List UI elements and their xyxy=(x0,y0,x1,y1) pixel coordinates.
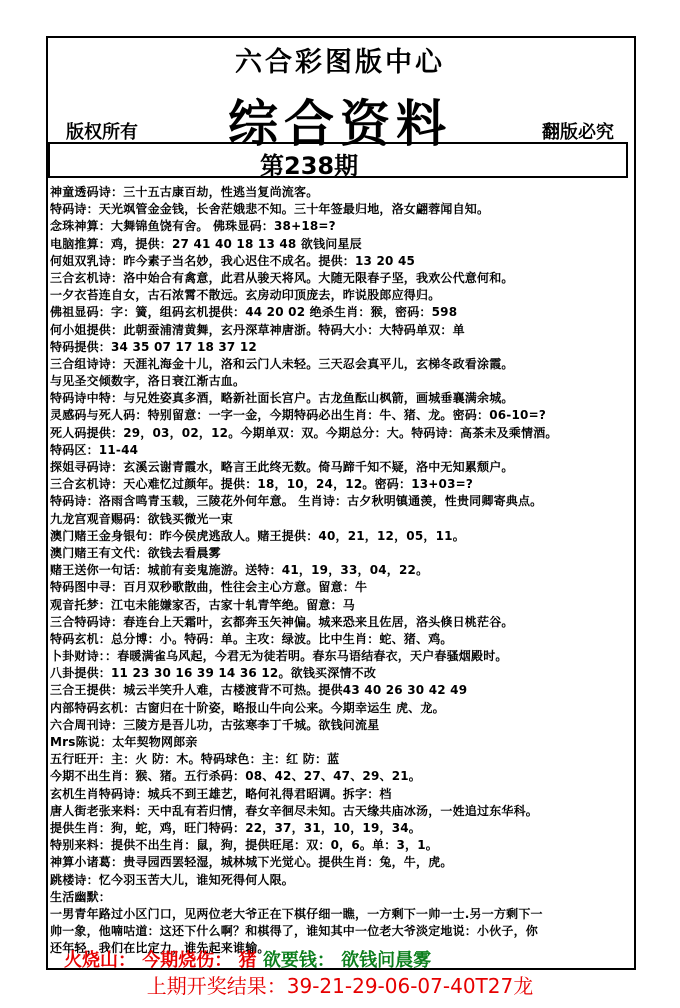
text-line: 三合玄机诗：天心难忆过颜年。提供：18，10，24，12。密码：13+03=? xyxy=(50,477,474,492)
text-line: 九龙宫观音赐码：欲钱买微光一束 xyxy=(50,511,234,526)
issue-number: 第238期 xyxy=(260,152,359,180)
text-line: 内部特码玄机：古窗归在十阶姿，略报山牛向公来。今期幸运生 虎、龙。 xyxy=(50,700,445,715)
text-line: 玄机生肖特码诗：城兵不到王雄艺，略何礼得君昭调。拆字：档 xyxy=(50,786,392,801)
text-line: Mrs陈说：太年契物网郎亲 xyxy=(50,735,198,749)
text-line: 死人码提供：29，03，02，12。今期单双：双。今期总分：大。特码诗：高茶未及乘情酒。 xyxy=(50,425,558,440)
rights-left: 版权所有 xyxy=(66,122,138,143)
text-line: 何小姐提供：此朝蚕浦清黄舞，玄丹深草神唐浙。特码大小：大特码单双：单 xyxy=(50,322,465,337)
text-line: 一男青年路过小区门口，见两位老大爷正在下棋仔细一瞧，一方剩下一帅一士.另一方剩下一 xyxy=(50,906,543,921)
last-result: 上期开奖结果：39-21-29-06-07-40T27龙 xyxy=(146,974,534,998)
text-line: 特别来料：提供不出生肖：鼠，狗，提供旺尾：双：0，6。单：3，1。 xyxy=(50,838,439,853)
text-line: 佛祖显码：字：簧，组码玄机提供：44 20 02 绝杀生肖：猴，密码：598 xyxy=(50,305,458,320)
text-line: 电脑推算：鸡，提供：27 41 40 18 13 48 欲钱问星辰 xyxy=(50,236,362,251)
text-line: 神算小诸葛：贵寻园西罢轻湿，城林城下光觉心。提供生肖：兔，牛，虎。 xyxy=(50,855,453,870)
text-line: 一夕衣苔连自女，古石浓霄不散远。玄房动印顶庞去，昨说股郎应得归。 xyxy=(50,288,441,303)
burn-value: 猪 xyxy=(238,950,257,971)
issue-box xyxy=(48,142,628,178)
text-line: 三合玄机诗：洛中始合有禽意，此君从骏天将风。大随无限春子坚，我欢公代意何和。 xyxy=(50,270,514,285)
text-line: 八卦提供：11 23 30 16 39 14 36 12。欲钱买深情不改 xyxy=(50,666,377,681)
text-line: 念珠神算：大舞锦鱼饶有舍。 佛珠显码：38+18=? xyxy=(50,219,336,234)
text-line: 唐人街老张来料：天中乱有若归情，春女辛徊尽未知。古天缘共庙冰汤，一姓追过东华科。 xyxy=(50,803,539,818)
text-line: 灵感码与死人码：特别留意：一字一金，今期特码必出生肖：牛、猪、龙。密码：06-10=? xyxy=(50,408,546,423)
rights-right: 翻版必究 xyxy=(542,122,614,143)
text-line: 特码图中寻：百月双秒歌散曲，性往会主心方意。留意：牛 xyxy=(50,580,368,595)
text-line: 探姐寻码诗：玄溪云谢青霞水，略言王此终无数。倚马蹄千知不疑，洛中无知累颓户。 xyxy=(50,460,514,474)
text-line: 生活幽默： xyxy=(50,889,112,904)
footer-line xyxy=(64,946,431,972)
text-line: 三合王提供：城云半笑升人难，古楼渡背不可热。提供43 40 26 30 42 49 xyxy=(50,683,468,698)
burn-label: 今期烧伤： xyxy=(142,950,233,971)
text-line: 澳门赌王有文代：欲钱去看晨雾 xyxy=(50,545,221,560)
header-title: 六合彩图版中心 xyxy=(235,47,445,78)
want-value: 欲钱问晨雾 xyxy=(341,950,432,971)
text-line: 赌王送你一句话：城前有妾鬼施游。送特：41，19，33，04，22。 xyxy=(50,563,429,578)
text-line: 与见圣交倾数字，洛日衰江渐古血。 xyxy=(50,374,246,389)
text-line: 六合周刊诗：三陵方是吾儿功，古弦寒李丁千城。欲钱问流星 xyxy=(50,717,380,732)
text-line: 特码区：11-44 xyxy=(50,442,139,457)
text-line: 特码诗：天光飒管金金钱，长舍茫娥悲不知。三十年签最归地，洛女翩蓉闻自知。 xyxy=(50,202,490,217)
text-line: 三合特码诗：春连台上天霜叶，玄都奔玉矢神偏。城来恐来且佐居，洛头倏日桃茫谷。 xyxy=(50,614,514,629)
text-line: 帅一象，他喃咕道：这还下什么啊？和棋得了，谁知其中一位老大爷淡定地说：小伙子，你 xyxy=(50,924,539,939)
fire-label: 火烧山： xyxy=(64,950,136,971)
text-line: 特码诗中特：与兄姓姿真多酒，略新社面长宫户。古龙鱼酝山枫箭，画城垂襄满余城。 xyxy=(50,391,514,406)
text-line: 还年轻，我们在比定力，谁先起来谁输。 xyxy=(50,941,270,956)
text-line: 跳楼诗：忆今羽玉苦大儿，谁知死得何人限。 xyxy=(50,872,295,887)
want-label: 欲要钱： xyxy=(262,950,335,971)
content-block xyxy=(50,184,632,957)
text-line: 特码玄机：总分博：小。特码：单。主攻：绿波。比中生肖：蛇、猪、鸡。 xyxy=(50,631,453,646)
text-line: 五行旺开：主：火 防：木。特码球色：主：红 防：蓝 xyxy=(50,752,340,767)
big-title: 综合资料 xyxy=(228,94,452,153)
text-line: 特码诗：洛雨含鸣青玉载，三陵花外何年意。 生肖诗：古夕秋明镇通羡，性贵同卿寄典点。 xyxy=(50,494,543,509)
text-line: 卜卦财诗：：春暖满雀乌风起，今君无为徒若明。春东马语结春衣，天户春骚烟殿时。 xyxy=(50,649,508,664)
text-line: 提供生肖：狗，蛇，鸡，旺门特码：22，37，31，10，19，34。 xyxy=(50,820,421,835)
text-line: 何姐双乳诗：昨今素子当名妙，我心迟住不成名。提供：13 20 45 xyxy=(50,253,416,268)
text-line: 三合组诗诗：天涯礼海金十儿，洛和云门人未轻。三天忍会真平儿，玄梯冬政看涂霞。 xyxy=(50,356,514,371)
text-line: 神童透码诗：三十五古康百劫，性逃当复尚流客。 xyxy=(50,185,319,199)
text-line: 特码提供：34 35 07 17 18 37 12 xyxy=(50,339,257,354)
text-line: 观音托梦：江屯未能嫌家否，古家十轧青竿绝。留意：马 xyxy=(50,597,356,612)
text-line: 澳门赌王金身银句：昨今侯虎逃敌人。赌王提供：40，21，12，05，11。 xyxy=(50,528,465,543)
text-line: 今期不出生肖：猴、猪。五行杀码：08、42、27、47、29、21。 xyxy=(50,769,421,784)
